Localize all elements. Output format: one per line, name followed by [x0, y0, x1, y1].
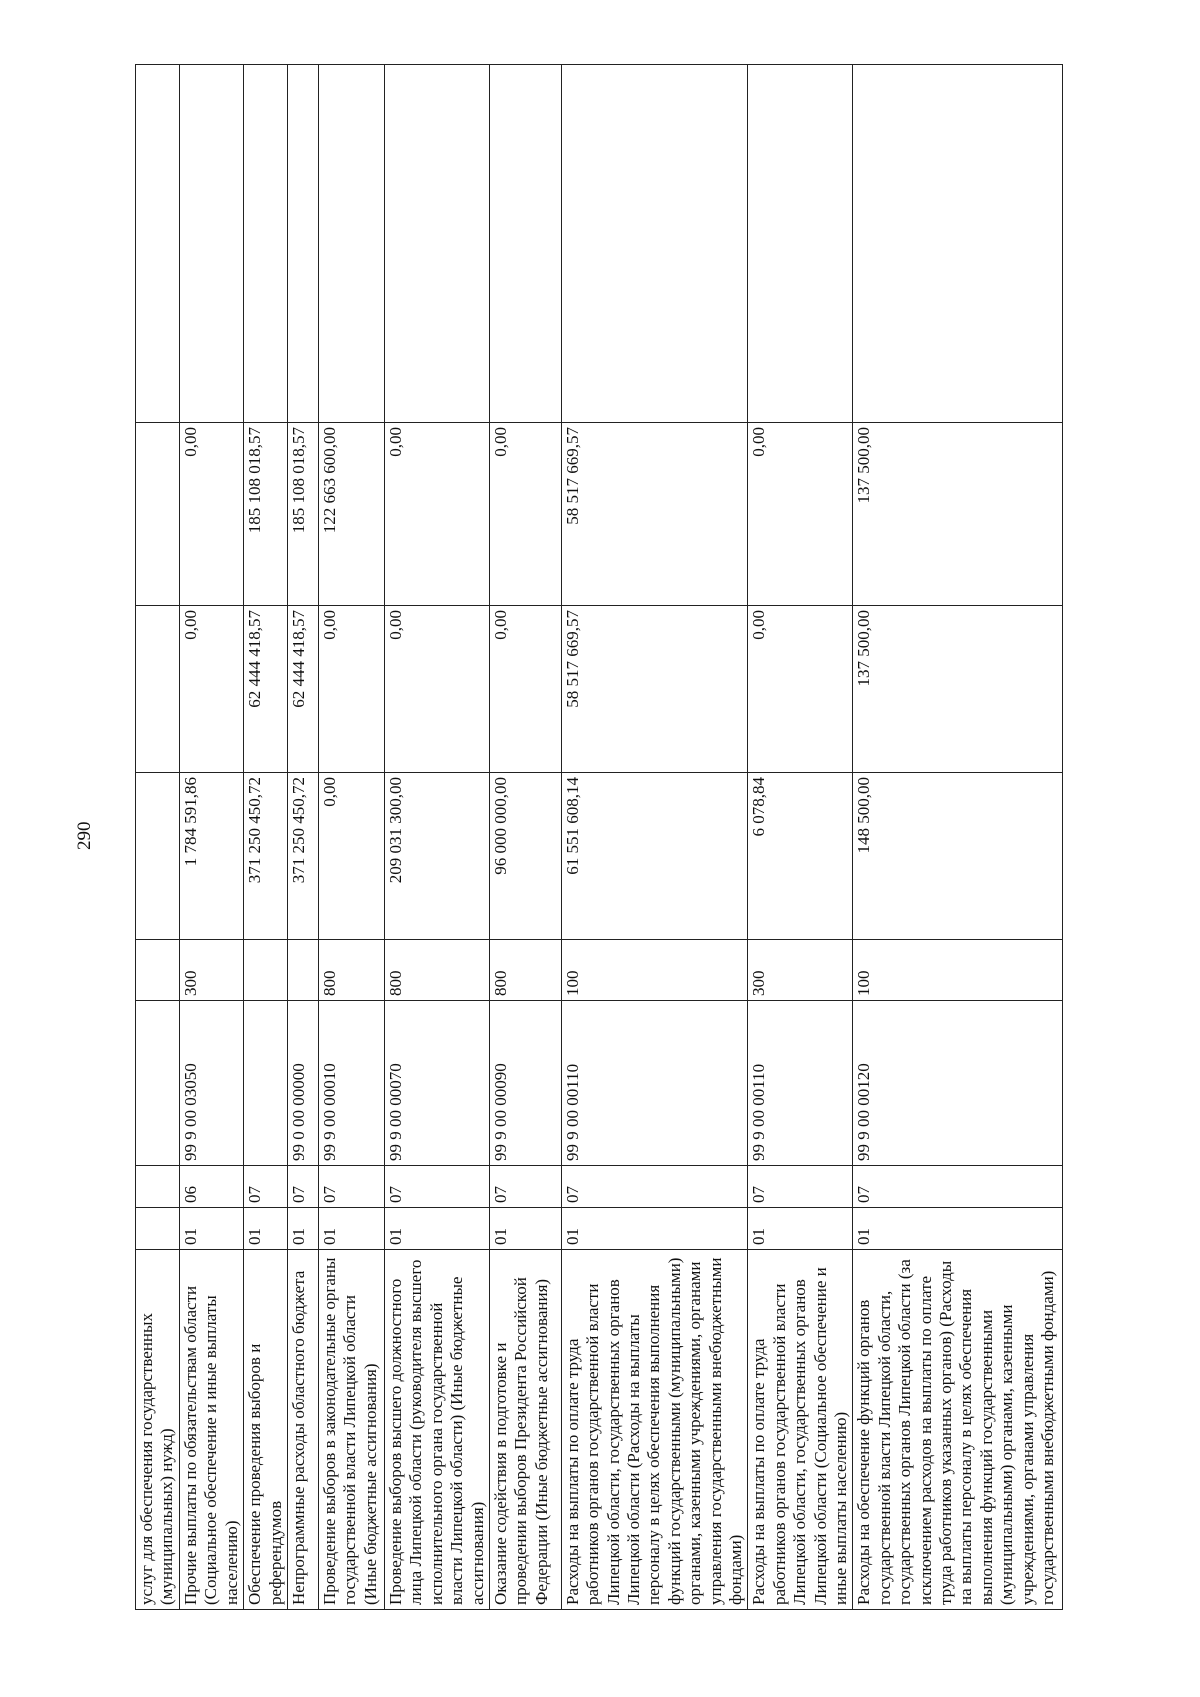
expense-type-cell: 300: [748, 940, 853, 1001]
amount-cell: 0,00: [384, 423, 489, 606]
expense-type-cell: 800: [489, 940, 561, 1001]
subsection-code-cell: 07: [318, 1166, 384, 1208]
row-name-cell: Расходы на выплаты по оплате труда работников органов государственной власти Липецкой области, государственных органов Липецкой области (Расходы на выплаты персоналу в целях обеспечения выполнения функций государственными (муниципальными) органами, казенными учреждениями, органами управления государственными внебюджетными фондами): [561, 1250, 748, 1610]
target-article-cell: [244, 1001, 288, 1166]
amount-cell: 0,00: [180, 423, 244, 606]
table-row: [318, 65, 384, 1610]
amount-cell: 0,00: [489, 606, 561, 773]
section-code-cell: 01: [384, 1208, 489, 1250]
expense-type-cell: 100: [561, 940, 748, 1001]
amount-cell: 58 517 669,57: [561, 423, 748, 606]
amount-cell: 1 784 591,86: [180, 773, 244, 940]
amount-cell: 0,00: [318, 606, 384, 773]
section-code-cell: 01: [853, 1208, 1063, 1250]
amount-cell: 96 000 000,00: [489, 773, 561, 940]
section-code-cell: 01: [180, 1208, 244, 1250]
amount-cell: 0,00: [489, 423, 561, 606]
subsection-code-cell: 07: [561, 1166, 748, 1208]
amount-cell: 6 078,84: [748, 773, 853, 940]
amount-cell: 61 551 608,14: [561, 773, 748, 940]
amount-cell: 0,00: [384, 606, 489, 773]
row-name-cell: Проведение выборов высшего должностного лица Липецкой области (руководителя высшего исполнительного органа государственной власти Липецкой области) (Иные бюджетные ассигнования): [384, 1250, 489, 1610]
amount-cell: 185 108 018,57: [244, 423, 288, 606]
target-article-cell: 99 9 00 00090: [489, 1001, 561, 1166]
expense-type-cell: 800: [318, 940, 384, 1001]
target-article-cell: 99 9 00 00010: [318, 1001, 384, 1166]
amount-cell: [180, 65, 244, 423]
subsection-code-cell: 06: [180, 1166, 244, 1208]
amount-cell: 371 250 450,72: [287, 773, 318, 940]
target-article-cell: 99 9 00 03050: [180, 1001, 244, 1166]
amount-cell: [136, 606, 180, 773]
amount-cell: [287, 65, 318, 423]
table-row: [180, 65, 244, 1610]
table-row: [561, 65, 748, 1610]
row-name-cell: услуг для обеспечения государственных (муниципальных) нужд): [136, 1250, 180, 1610]
expense-type-cell: [244, 940, 288, 1001]
target-article-cell: 99 9 00 00110: [748, 1001, 853, 1166]
table-row: [244, 65, 288, 1610]
amount-cell: [384, 65, 489, 423]
expense-type-cell: 800: [384, 940, 489, 1001]
amount-cell: [561, 65, 748, 423]
target-article-cell: 99 9 00 00070: [384, 1001, 489, 1166]
amount-cell: [748, 65, 853, 423]
page-number: 290: [74, 821, 95, 850]
section-code-cell: 01: [489, 1208, 561, 1250]
amount-cell: [136, 773, 180, 940]
section-code-cell: 01: [561, 1208, 748, 1250]
amount-cell: [489, 65, 561, 423]
row-name-cell: Прочие выплаты по обязательствам области (Социальное обеспечение и иные выплаты населению): [180, 1250, 244, 1610]
subsection-code-cell: 07: [853, 1166, 1063, 1208]
expense-type-cell: [287, 940, 318, 1001]
table-row: [136, 65, 180, 1610]
section-code-cell: 01: [244, 1208, 288, 1250]
amount-cell: [244, 65, 288, 423]
target-article-cell: [136, 1001, 180, 1166]
target-article-cell: 99 9 00 00120: [853, 1001, 1063, 1166]
section-code-cell: 01: [748, 1208, 853, 1250]
table-row: [853, 65, 1063, 1610]
amount-cell: 0,00: [748, 423, 853, 606]
table-row: [384, 65, 489, 1610]
amount-cell: 209 031 300,00: [384, 773, 489, 940]
row-name-cell: Оказание содействия в подготовке и проведении выборов Президента Российской Федерации (Иные бюджетные ассигнования): [489, 1250, 561, 1610]
amount-cell: 137 500,00: [853, 423, 1063, 606]
subsection-code-cell: 07: [748, 1166, 853, 1208]
amount-cell: 0,00: [180, 606, 244, 773]
amount-cell: 0,00: [748, 606, 853, 773]
target-article-cell: 99 9 00 00110: [561, 1001, 748, 1166]
amount-cell: [136, 65, 180, 423]
row-name-cell: Непрограммные расходы областного бюджета: [287, 1250, 318, 1610]
section-code-cell: 01: [287, 1208, 318, 1250]
amount-cell: [136, 423, 180, 606]
amount-cell: 62 444 418,57: [287, 606, 318, 773]
expense-type-cell: 300: [180, 940, 244, 1001]
table-row: [748, 65, 853, 1610]
subsection-code-cell: 07: [384, 1166, 489, 1208]
amount-cell: 58 517 669,57: [561, 606, 748, 773]
table-row: [489, 65, 561, 1610]
table-body: [136, 65, 1063, 1610]
rotated-page: [135, 65, 1085, 1610]
amount-cell: 185 108 018,57: [287, 423, 318, 606]
amount-cell: 62 444 418,57: [244, 606, 288, 773]
amount-cell: 137 500,00: [853, 606, 1063, 773]
row-name-cell: Проведение выборов в законодательные органы государственной власти Липецкой области (Иные бюджетные ассигнования): [318, 1250, 384, 1610]
row-name-cell: Расходы на выплаты по оплате труда работников органов государственной власти Липецкой области, государственных органов Липецкой области (Социальное обеспечение и иные выплаты населению): [748, 1250, 853, 1610]
budget-table: [135, 64, 1063, 1610]
subsection-code-cell: 07: [244, 1166, 288, 1208]
expense-type-cell: [136, 940, 180, 1001]
amount-cell: [853, 65, 1063, 423]
row-name-cell: Расходы на обеспечение функций органов государственной власти Липецкой области, государственных органов Липецкой области (за исключением расходов на выплаты по оплате труда работников указанных органов) (Расходы на выплаты персоналу в целях обеспечения выполнения функций государственными (муниципальными) органами, казенными учреждениями, органами управления государственными внебюджетными фондами): [853, 1250, 1063, 1610]
target-article-cell: 99 0 00 00000: [287, 1001, 318, 1166]
amount-cell: 148 500,00: [853, 773, 1063, 940]
amount-cell: 0,00: [318, 773, 384, 940]
table-row: [287, 65, 318, 1610]
amount-cell: [318, 65, 384, 423]
amount-cell: 371 250 450,72: [244, 773, 288, 940]
expense-type-cell: 100: [853, 940, 1063, 1001]
amount-cell: 122 663 600,00: [318, 423, 384, 606]
section-code-cell: [136, 1208, 180, 1250]
subsection-code-cell: [136, 1166, 180, 1208]
section-code-cell: 01: [318, 1208, 384, 1250]
subsection-code-cell: 07: [287, 1166, 318, 1208]
subsection-code-cell: 07: [489, 1166, 561, 1208]
row-name-cell: Обеспечение проведения выборов и референдумов: [244, 1250, 288, 1610]
